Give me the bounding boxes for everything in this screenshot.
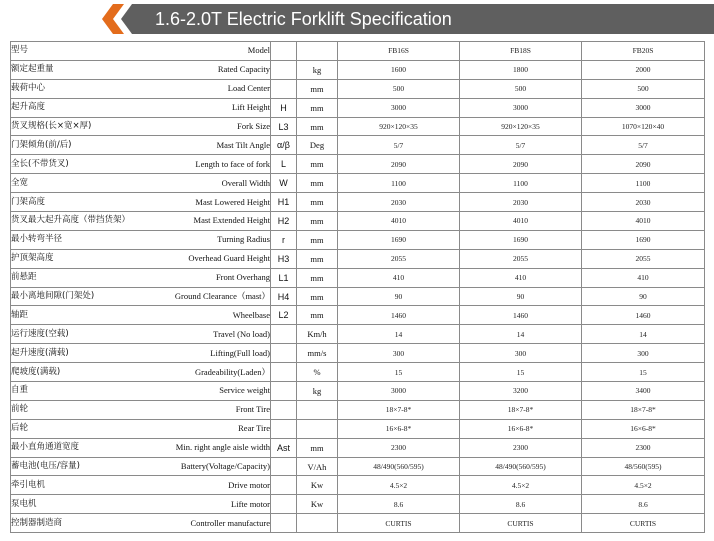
value-cell-fb20s: 8.6 (582, 495, 705, 514)
parameter-name-cn: 门架高度 (11, 196, 46, 207)
parameter-name-cn: 前轮 (11, 404, 29, 415)
value-cell-fb20s: 90 (582, 287, 705, 306)
value-cell-fb20s: 4.5×2 (582, 476, 705, 495)
value-cell-fb20s: 2300 (582, 438, 705, 457)
parameter-cell (11, 268, 271, 287)
value-cell-fb18s: 500 (460, 79, 582, 98)
value-cell-fb16s: 14 (338, 325, 460, 344)
value-cell-fb18s: 16×6-8* (460, 419, 582, 438)
parameter-cell (11, 514, 271, 533)
value-cell-fb16s: 2030 (338, 193, 460, 212)
value-cell-fb16s: 3000 (338, 98, 460, 117)
spec-row (11, 419, 705, 438)
parameter-cell (11, 287, 271, 306)
value-cell-fb16s: 4010 (338, 212, 460, 231)
symbol-cell: r (271, 230, 297, 249)
spec-table (10, 41, 705, 533)
value-cell-fb20s: 500 (582, 79, 705, 98)
value-cell-fb18s: CURTIS (460, 514, 582, 533)
parameter-name-en: Fork Size (237, 121, 270, 131)
symbol-cell (271, 457, 297, 476)
spec-row (11, 60, 705, 79)
parameter-cell (11, 212, 271, 231)
spec-row (11, 98, 705, 117)
value-cell-fb16s: 18×7-8* (338, 400, 460, 419)
parameter-name-cn: 型号 (11, 45, 29, 56)
value-cell-fb18s: 2030 (460, 193, 582, 212)
spec-row (11, 438, 705, 457)
spec-row (11, 155, 705, 174)
symbol-cell (271, 60, 297, 79)
value-cell-fb18s: 1690 (460, 230, 582, 249)
unit-cell: kg (297, 382, 338, 401)
parameter-name-en: Gradeability(Laden） (194, 366, 270, 377)
parameter-cell (11, 117, 271, 136)
spec-row (11, 400, 705, 419)
symbol-cell (271, 514, 297, 533)
parameter-cell (11, 344, 271, 363)
symbol-cell: H1 (271, 193, 297, 212)
value-cell-fb18s: 410 (460, 268, 582, 287)
symbol-cell: L1 (271, 268, 297, 287)
symbol-cell (271, 344, 297, 363)
symbol-cell (271, 42, 297, 61)
unit-cell: mm (297, 174, 338, 193)
spec-row (11, 495, 705, 514)
value-cell-fb20s: 300 (582, 344, 705, 363)
value-cell-fb20s: CURTIS (582, 514, 705, 533)
unit-cell: mm (297, 79, 338, 98)
unit-cell: V/Ah (297, 457, 338, 476)
value-cell-fb20s: 2055 (582, 249, 705, 268)
parameter-name-en: Rated Capacity (217, 64, 270, 75)
symbol-cell (271, 476, 297, 495)
unit-cell: mm (297, 249, 338, 268)
parameter-cell (11, 457, 271, 476)
spec-row (11, 325, 705, 344)
value-cell-fb20s: 48/560(595) (582, 457, 705, 476)
parameter-cell (11, 98, 271, 117)
parameter-name-cn: 起升速度(满载) (11, 347, 69, 358)
parameter-name-en: Wheelbase (232, 309, 270, 320)
parameter-name-en: Overhead Guard Height (188, 253, 270, 264)
symbol-cell: L3 (271, 117, 297, 136)
parameter-name-en: Model (247, 45, 270, 56)
unit-cell (297, 400, 338, 419)
unit-cell: % (297, 363, 338, 382)
spec-row (11, 476, 705, 495)
value-cell-fb20s: 2030 (582, 193, 705, 212)
parameter-cell (11, 325, 271, 344)
symbol-cell: H (271, 98, 297, 117)
value-cell-fb18s: 18×7-8* (460, 400, 582, 419)
parameter-cell (11, 174, 271, 193)
symbol-cell: H4 (271, 287, 297, 306)
value-cell-fb20s: 1100 (582, 174, 705, 193)
parameter-name-cn: 自重 (11, 385, 29, 396)
unit-cell: mm (297, 230, 338, 249)
value-cell-fb18s: 2300 (460, 438, 582, 457)
value-cell-fb20s: 1460 (582, 306, 705, 325)
parameter-cell (11, 79, 271, 98)
value-cell-fb16s: 8.6 (338, 495, 460, 514)
spec-row (11, 287, 705, 306)
parameter-name-en: Mast Tilt Angle (216, 139, 270, 150)
parameter-cell (11, 476, 271, 495)
symbol-cell: W (271, 174, 297, 193)
unit-cell: Deg (297, 136, 338, 155)
parameter-name-en: Overall Width (221, 177, 270, 188)
value-cell-fb18s: 48/490(560/595) (460, 457, 582, 476)
parameter-name-en: Rear Tire (238, 423, 270, 434)
value-cell-fb16s: 48/490(560/595) (338, 457, 460, 476)
unit-cell: Kw (297, 476, 338, 495)
parameter-cell (11, 42, 271, 61)
value-cell-fb16s: 16×6-8* (338, 419, 460, 438)
parameter-name-cn: 后轮 (11, 423, 29, 434)
value-cell-fb16s: 1690 (338, 230, 460, 249)
parameter-name-en: Service weight (219, 385, 270, 396)
value-cell-fb16s: 500 (338, 79, 460, 98)
spec-row (11, 382, 705, 401)
parameter-cell (11, 306, 271, 325)
value-cell-fb18s: 300 (460, 344, 582, 363)
parameter-name-cn: 泵电机 (11, 498, 37, 509)
parameter-name-cn: 起升高度 (11, 102, 46, 113)
unit-cell (297, 514, 338, 533)
parameter-name-cn: 蓄电池(电压/容量) (11, 461, 80, 472)
symbol-cell (271, 363, 297, 382)
parameter-cell (11, 400, 271, 419)
value-cell-fb20s: 3400 (582, 382, 705, 401)
value-cell-fb20s: 2000 (582, 60, 705, 79)
value-cell-fb16s: 2055 (338, 249, 460, 268)
unit-cell: mm (297, 212, 338, 231)
value-cell-fb16s: 15 (338, 363, 460, 382)
value-cell-fb20s: 4010 (582, 212, 705, 231)
value-cell-fb18s: 4.5×2 (460, 476, 582, 495)
parameter-name-cn: 货叉最大起升高度（带挡货架） (11, 215, 131, 226)
spec-row (11, 42, 705, 61)
unit-cell: Km/h (297, 325, 338, 344)
symbol-cell: H2 (271, 212, 297, 231)
parameter-name-cn: 最小离地间隙(门架处) (11, 291, 95, 302)
parameter-name-en: Mast Lowered Height (195, 196, 270, 207)
spec-row (11, 117, 705, 136)
unit-cell: mm (297, 155, 338, 174)
unit-cell (297, 419, 338, 438)
parameter-name-en: Load Center (227, 83, 270, 94)
spec-row (11, 363, 705, 382)
parameter-cell (11, 155, 271, 174)
symbol-cell (271, 495, 297, 514)
symbol-cell: Ast (271, 438, 297, 457)
value-cell-fb20s: 1690 (582, 230, 705, 249)
value-cell-fb20s: 3000 (582, 98, 705, 117)
parameter-cell (11, 249, 271, 268)
value-cell-fb18s: 3200 (460, 382, 582, 401)
value-cell-fb18s: 4010 (460, 212, 582, 231)
parameter-name-cn: 前悬距 (11, 272, 37, 283)
value-cell-fb16s: 1460 (338, 306, 460, 325)
spec-row (11, 514, 705, 533)
parameter-name-cn: 货叉规格(长×宽×厚) (11, 121, 92, 131)
value-cell-fb18s: 3000 (460, 98, 582, 117)
parameter-name-en: Turning Radius (217, 234, 270, 245)
spec-row (11, 79, 705, 98)
value-cell-fb18s: 2055 (460, 249, 582, 268)
parameter-cell (11, 60, 271, 79)
value-cell-fb18s: 90 (460, 287, 582, 306)
symbol-cell: L (271, 155, 297, 174)
parameter-name-cn: 额定起重量 (11, 64, 54, 75)
unit-cell: mm/s (297, 344, 338, 363)
parameter-name-cn: 护顶架高度 (11, 253, 54, 264)
spec-table-body (11, 42, 705, 533)
value-cell-fb16s: 3000 (338, 382, 460, 401)
symbol-cell (271, 400, 297, 419)
value-cell-fb16s: 2300 (338, 438, 460, 457)
parameter-name-en: Length to face of fork (195, 158, 270, 169)
parameter-cell (11, 193, 271, 212)
parameter-name-en: Drive motor (228, 479, 270, 490)
parameter-name-cn: 轴距 (11, 309, 29, 320)
value-cell-fb18s: FB18S (460, 42, 582, 61)
parameter-cell (11, 230, 271, 249)
spec-row (11, 344, 705, 363)
symbol-cell (271, 419, 297, 438)
unit-cell: kg (297, 60, 338, 79)
value-cell-fb16s: 2090 (338, 155, 460, 174)
value-cell-fb18s: 8.6 (460, 495, 582, 514)
unit-cell: mm (297, 438, 338, 457)
value-cell-fb18s: 1460 (460, 306, 582, 325)
value-cell-fb16s: 4.5×2 (338, 476, 460, 495)
value-cell-fb20s: 14 (582, 325, 705, 344)
parameter-cell (11, 382, 271, 401)
parameter-name-cn: 控制器制造商 (11, 517, 63, 528)
parameter-name-en: Lifting(Full load) (210, 347, 270, 358)
value-cell-fb20s: 410 (582, 268, 705, 287)
unit-cell: mm (297, 193, 338, 212)
parameter-cell (11, 495, 271, 514)
spec-row (11, 230, 705, 249)
unit-cell: Kw (297, 495, 338, 514)
value-cell-fb18s: 920×120×35 (460, 117, 582, 136)
parameter-name-cn: 门架倾角(前/后) (11, 139, 72, 150)
title-banner (0, 0, 714, 38)
symbol-cell: H3 (271, 249, 297, 268)
parameter-name-cn: 运行速度(空载) (11, 328, 69, 339)
spec-row (11, 212, 705, 231)
parameter-name-cn: 全宽 (11, 177, 29, 188)
parameter-name-en: Mast Extended Height (193, 215, 270, 226)
value-cell-fb16s: 5/7 (338, 136, 460, 155)
value-cell-fb16s: 410 (338, 268, 460, 287)
value-cell-fb20s: 2090 (582, 155, 705, 174)
value-cell-fb18s: 2090 (460, 155, 582, 174)
value-cell-fb20s: FB20S (582, 42, 705, 61)
value-cell-fb20s: 16×6-8* (582, 419, 705, 438)
parameter-name-en: Front Tire (235, 404, 270, 415)
parameter-name-en: Travel (No load) (213, 328, 270, 339)
value-cell-fb16s: 920×120×35 (338, 117, 460, 136)
value-cell-fb16s: 1600 (338, 60, 460, 79)
value-cell-fb18s: 1800 (460, 60, 582, 79)
unit-cell (297, 42, 338, 61)
symbol-cell (271, 79, 297, 98)
parameter-cell (11, 363, 271, 382)
value-cell-fb18s: 5/7 (460, 136, 582, 155)
spec-row (11, 249, 705, 268)
value-cell-fb16s: 1100 (338, 174, 460, 193)
spec-row (11, 174, 705, 193)
parameter-name-en: Min. right angle aisle width (175, 442, 270, 453)
parameter-name-en: Battery(Voltage/Capacity) (180, 461, 270, 472)
page-title: 1.6-2.0T Electric Forklift Specification (155, 9, 452, 29)
parameter-name-en: Controller manufacture (190, 517, 270, 528)
orange-chevron-icon (102, 4, 124, 34)
value-cell-fb20s: 15 (582, 363, 705, 382)
spec-row (11, 306, 705, 325)
symbol-cell: L2 (271, 306, 297, 325)
value-cell-fb16s: 90 (338, 287, 460, 306)
spec-row (11, 457, 705, 476)
unit-cell: mm (297, 98, 338, 117)
unit-cell: mm (297, 268, 338, 287)
parameter-cell (11, 438, 271, 457)
parameter-name-cn: 载荷中心 (11, 83, 46, 94)
parameter-name-cn: 牵引电机 (11, 479, 46, 490)
value-cell-fb18s: 1100 (460, 174, 582, 193)
value-cell-fb20s: 1070×120×40 (582, 117, 705, 136)
symbol-cell (271, 325, 297, 344)
parameter-cell (11, 136, 271, 155)
parameter-name-cn: 全长(不带货叉) (11, 158, 69, 169)
parameter-name-en: Ground Clearance（mast） (174, 291, 270, 302)
parameter-name-en: Front Overhang (215, 272, 270, 283)
spec-row (11, 136, 705, 155)
value-cell-fb18s: 14 (460, 325, 582, 344)
parameter-name-cn: 最小直角通道宽度 (11, 442, 80, 453)
value-cell-fb18s: 15 (460, 363, 582, 382)
unit-cell: mm (297, 117, 338, 136)
parameter-name-cn: 最小转弯半径 (11, 234, 63, 245)
spec-row (11, 268, 705, 287)
symbol-cell (271, 382, 297, 401)
value-cell-fb20s: 5/7 (582, 136, 705, 155)
parameter-name-cn: 爬坡度(满载) (11, 366, 61, 377)
parameter-name-en: Lift Height (231, 102, 270, 113)
spec-row (11, 193, 705, 212)
symbol-cell: α/β (271, 136, 297, 155)
value-cell-fb16s: 300 (338, 344, 460, 363)
unit-cell: mm (297, 287, 338, 306)
unit-cell: mm (297, 306, 338, 325)
value-cell-fb20s: 18×7-8* (582, 400, 705, 419)
parameter-name-en: Lifte motor (231, 498, 270, 509)
value-cell-fb16s: FB16S (338, 42, 460, 61)
parameter-cell (11, 419, 271, 438)
value-cell-fb16s: CURTIS (338, 514, 460, 533)
